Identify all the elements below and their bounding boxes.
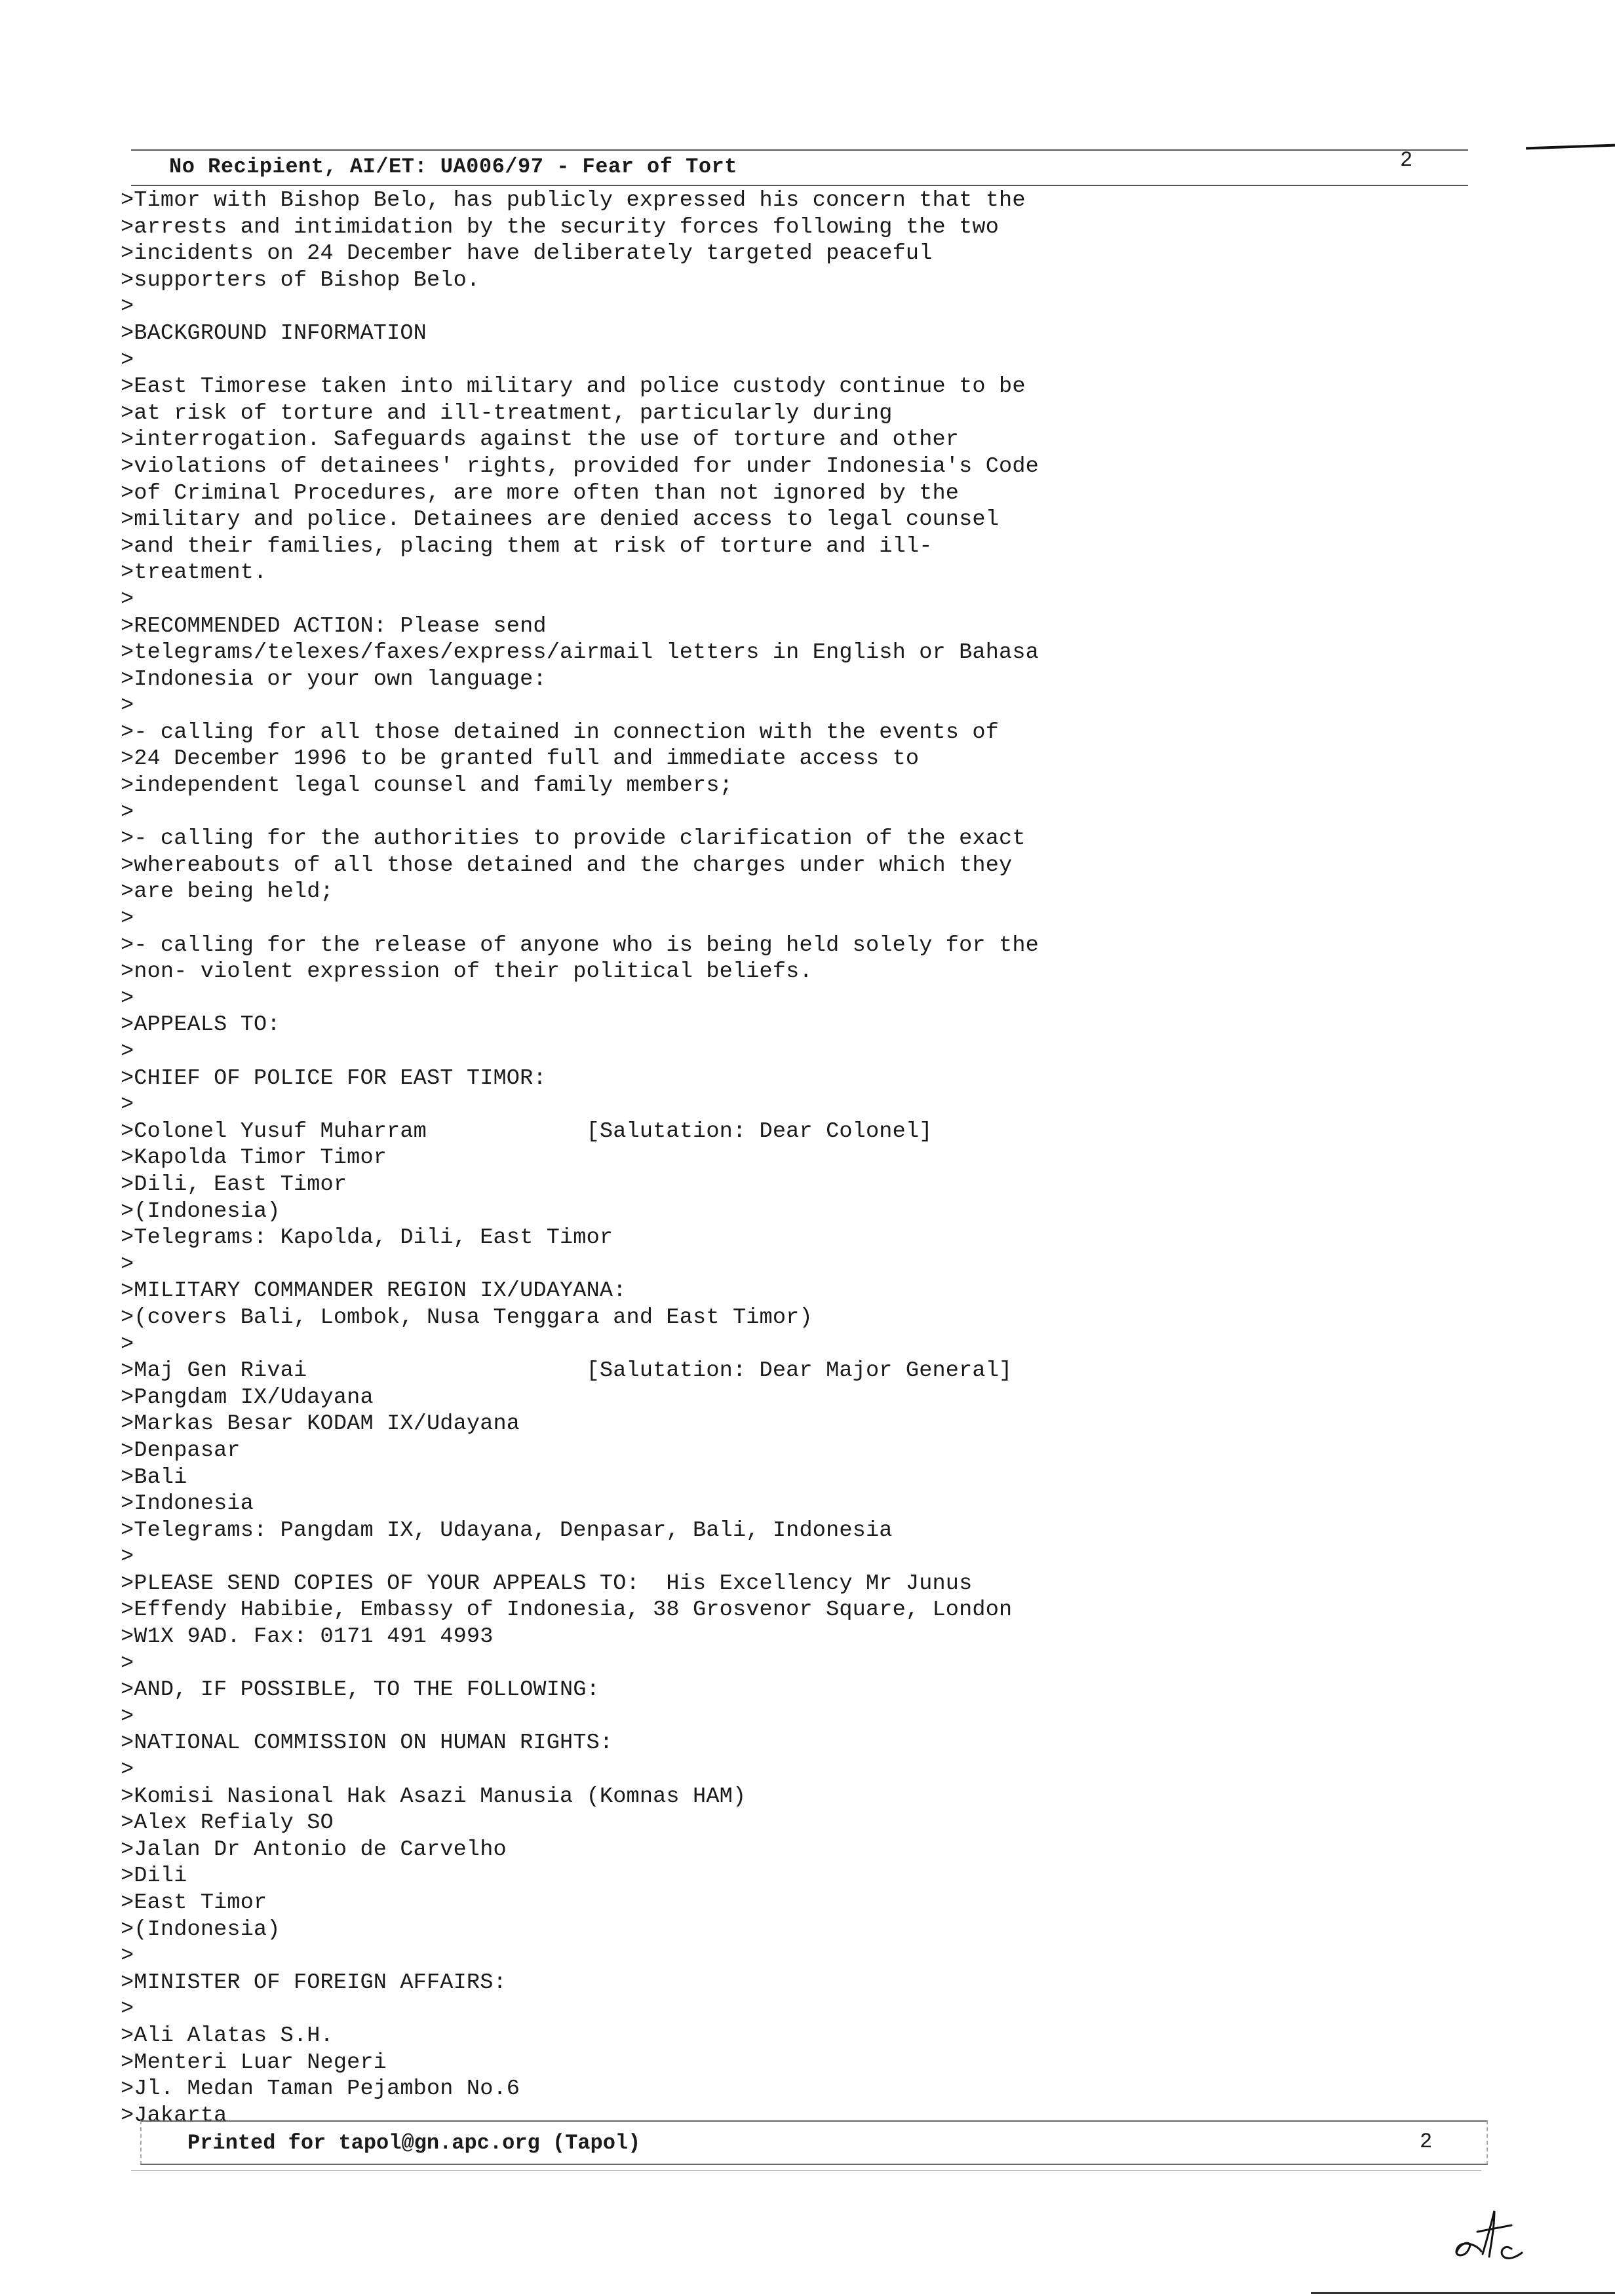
header-page-number: 2 <box>1400 148 1413 172</box>
body-line: >Colonel Yusuf Muharram [Salutation: Dear Colonel] <box>121 1119 933 1144</box>
body-line: > <box>121 1544 134 1570</box>
body-line: >Pangdam IX/Udayana <box>121 1385 374 1410</box>
body-line: >NATIONAL COMMISSION ON HUMAN RIGHTS: <box>121 1731 613 1756</box>
body-line: >interrogation. Safeguards against the use of torture and other <box>121 427 960 453</box>
body-line: >Ali Alatas S.H. <box>121 2023 334 2048</box>
body-line: > <box>121 1092 134 1118</box>
body-line: >Jalan Dr Antonio de Carvelho <box>121 1837 507 1862</box>
body-line: >- calling for the authorities to provide clarification of the exact <box>121 826 1026 852</box>
message-body <box>121 187 1484 2129</box>
body-line: >BACKGROUND INFORMATION <box>121 320 427 346</box>
body-line: >APPEALS TO: <box>121 1012 281 1038</box>
body-line: > <box>121 347 134 373</box>
body-line: >Telegrams: Kapolda, Dili, East Timor <box>121 1225 613 1251</box>
body-line: > <box>121 294 134 320</box>
body-line: >are being held; <box>121 879 334 905</box>
body-line: >Denpasar <box>121 1438 241 1463</box>
body-line: >PLEASE SEND COPIES OF YOUR APPEALS TO: His Excellency Mr Junus <box>121 1571 973 1596</box>
body-line: >violations of detainees' rights, provided for under Indonesia's Code <box>121 453 1039 479</box>
footer-printed-for: Printed for tapol@gn.apc.org (Tapol) <box>187 2131 641 2155</box>
body-line: >Dili, East Timor <box>121 1172 347 1197</box>
body-line: > <box>121 586 134 612</box>
body-line: >whereabouts of all those detained and the charges under which they <box>121 852 1013 878</box>
handwritten-etc-mark <box>1449 2202 1540 2267</box>
body-line: > <box>121 1039 134 1064</box>
body-line: >- calling for all those detained in connection with the events of <box>121 719 1000 745</box>
body-line: >Markas Besar KODAM IX/Udayana <box>121 1411 520 1437</box>
body-line: >Jl. Medan Taman Pejambon No.6 <box>121 2076 520 2102</box>
body-line: > <box>121 1704 134 1729</box>
body-line: >(Indonesia) <box>121 1917 281 1942</box>
body-line: >of Criminal Procedures, are more often than not ignored by the <box>121 480 960 506</box>
header-rule-bottom <box>131 185 1468 186</box>
body-line: >non- violent expression of their political beliefs. <box>121 959 813 985</box>
body-line: >AND, IF POSSIBLE, TO THE FOLLOWING: <box>121 1677 600 1703</box>
bottom-edge-line <box>1311 2292 1615 2294</box>
body-line: > <box>121 1331 134 1357</box>
body-line: > <box>121 906 134 932</box>
body-line: >W1X 9AD. Fax: 0171 491 4993 <box>121 1624 494 1650</box>
body-line: >treatment. <box>121 560 267 586</box>
body-line: >RECOMMENDED ACTION: Please send <box>121 613 547 639</box>
body-line: > <box>121 693 134 719</box>
body-line: >Dili <box>121 1864 187 1889</box>
body-line: >supporters of Bishop Belo. <box>121 267 480 293</box>
body-line: >telegrams/telexes/faxes/express/airmail letters in English or Bahasa <box>121 640 1039 666</box>
footer-page-number: 2 <box>1420 2130 1433 2154</box>
body-line: >military and police. Detainees are denied access to legal counsel <box>121 507 1000 533</box>
margin-scan-mark <box>1526 144 1615 150</box>
body-line: >East Timor <box>121 1890 267 1915</box>
footer-rule <box>131 2170 1481 2171</box>
body-line: >Telegrams: Pangdam IX, Udayana, Denpasar, Bali, Indonesia <box>121 1518 893 1543</box>
body-line: > <box>121 1997 134 2022</box>
body-line: >24 December 1996 to be granted full and immediate access to <box>121 746 920 772</box>
body-line: >MILITARY COMMANDER REGION IX/UDAYANA: <box>121 1278 627 1304</box>
body-line: >Komisi Nasional Hak Asazi Manusia (Komnas HAM) <box>121 1784 747 1809</box>
body-line: > <box>121 985 134 1011</box>
body-line: >Bali <box>121 1464 187 1490</box>
body-line: >Indonesia <box>121 1491 254 1517</box>
body-line: > <box>121 1943 134 1969</box>
body-line: > <box>121 1252 134 1277</box>
body-line: >at risk of torture and ill-treatment, particularly during <box>121 400 893 426</box>
body-line: >Effendy Habibie, Embassy of Indonesia, 38 Grosvenor Square, London <box>121 1598 1013 1623</box>
body-line: >independent legal counsel and family members; <box>121 773 733 799</box>
body-line: >(Indonesia) <box>121 1198 281 1224</box>
body-line: > <box>121 799 134 825</box>
body-line: >arrests and intimidation by the security forces following the two <box>121 214 1000 240</box>
body-line: >Menteri Luar Negeri <box>121 2050 387 2075</box>
body-line: >(covers Bali, Lombok, Nusa Tenggara and East Timor) <box>121 1305 813 1330</box>
body-line: >Timor with Bishop Belo, has publicly expressed his concern that the <box>121 188 1026 213</box>
body-line: >Indonesia or your own language: <box>121 666 547 692</box>
body-line: > <box>121 1651 134 1676</box>
body-line: > <box>121 1757 134 1783</box>
header-rule-top <box>131 149 1468 151</box>
body-line: >Alex Refialy SO <box>121 1810 334 1836</box>
body-line: >MINISTER OF FOREIGN AFFAIRS: <box>121 1970 507 1995</box>
body-line: >incidents on 24 December have deliberately targeted peaceful <box>121 241 933 267</box>
body-line: >Jakarta <box>121 2103 227 2128</box>
body-line: >Maj Gen Rivai [Salutation: Dear Major General] <box>121 1358 1013 1384</box>
body-line: >- calling for the release of anyone who is being held solely for the <box>121 932 1039 958</box>
body-line: >and their families, placing them at risk of torture and ill- <box>121 533 933 559</box>
body-line: >Kapolda Timor Timor <box>121 1145 387 1171</box>
header-title: No Recipient, AI/ET: UA006/97 - Fear of Tort <box>169 155 737 179</box>
body-line: >East Timorese taken into military and police custody continue to be <box>121 374 1026 400</box>
body-line: >CHIEF OF POLICE FOR EAST TIMOR: <box>121 1065 547 1091</box>
